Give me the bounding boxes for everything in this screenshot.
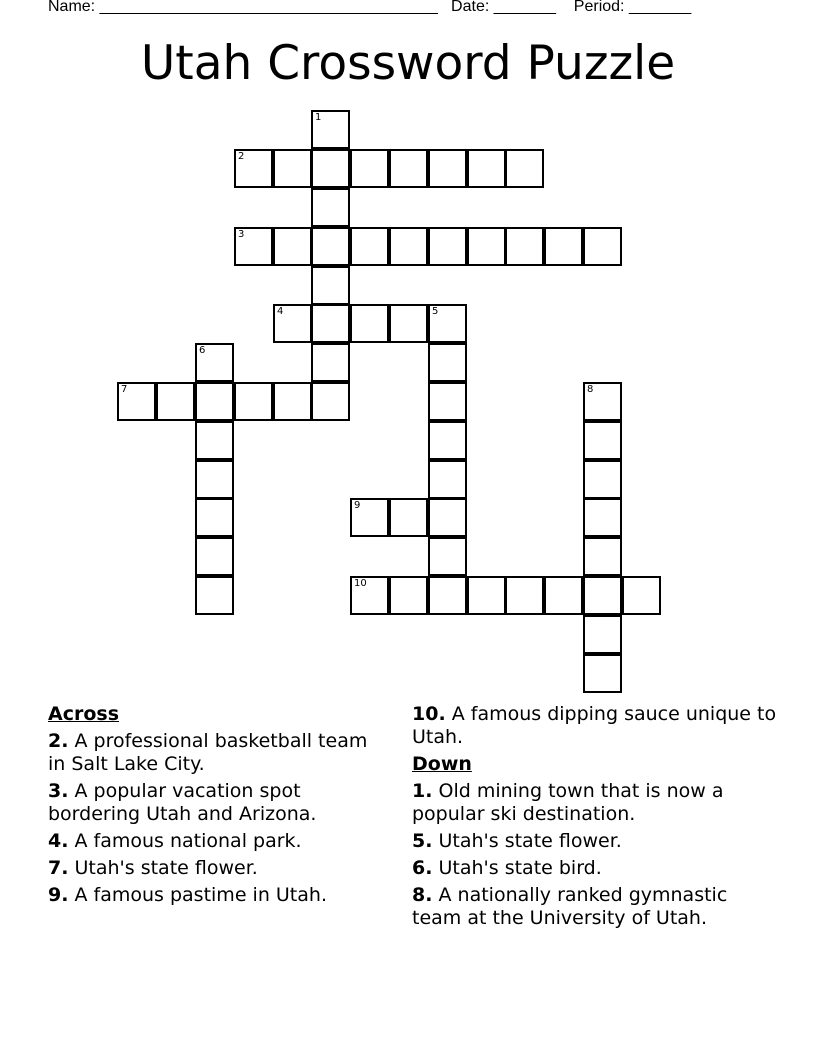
clue-text: A famous national park. — [68, 830, 302, 852]
grid-cell[interactable] — [389, 149, 428, 188]
grid-cell[interactable] — [583, 498, 622, 537]
grid-cell[interactable] — [273, 149, 312, 188]
clue-number: 6. — [412, 857, 433, 879]
clue-text: A famous dipping sauce unique to Utah. — [412, 703, 777, 748]
grid-cell[interactable] — [505, 576, 544, 615]
grid-cell[interactable] — [311, 343, 350, 382]
grid-cell[interactable] — [428, 382, 467, 421]
grid-cell[interactable] — [156, 382, 195, 421]
grid-cell[interactable] — [350, 149, 389, 188]
clue-number-label: 9 — [354, 500, 361, 511]
grid-cell[interactable] — [195, 498, 234, 537]
grid-cell[interactable] — [234, 382, 273, 421]
grid-cell[interactable] — [428, 304, 467, 343]
grid-cell[interactable] — [467, 227, 506, 266]
grid-cell[interactable] — [583, 537, 622, 576]
page-title: Utah Crossword Puzzle — [140, 36, 676, 91]
grid-cell[interactable] — [195, 382, 234, 421]
clue-text: A popular vacation spot bordering Utah and Arizona. — [48, 780, 317, 825]
clue-number: 4. — [48, 830, 69, 852]
grid-cell[interactable] — [428, 421, 467, 460]
grid-cell[interactable] — [311, 304, 350, 343]
clue-text: A famous pastime in Utah. — [68, 884, 327, 906]
clue-number-label: 2 — [238, 151, 245, 162]
grid-cell[interactable] — [195, 576, 234, 615]
grid-cell[interactable] — [583, 576, 622, 615]
grid-cell[interactable] — [428, 149, 467, 188]
clue-number: 9. — [48, 884, 69, 906]
grid-cell[interactable] — [273, 304, 312, 343]
grid-cell[interactable] — [428, 460, 467, 499]
clue-number: 8. — [412, 884, 433, 906]
grid-cell[interactable] — [273, 227, 312, 266]
clue-number-label: 4 — [277, 306, 284, 317]
grid-cell[interactable] — [389, 576, 428, 615]
grid-cell[interactable] — [583, 421, 622, 460]
grid-cell[interactable] — [311, 149, 350, 188]
clue-number-label: 1 — [315, 112, 322, 123]
grid-cell[interactable] — [428, 227, 467, 266]
grid-cell[interactable] — [467, 149, 506, 188]
grid-cell[interactable] — [505, 149, 544, 188]
clue-number: 2. — [48, 730, 69, 752]
clues-right-column — [412, 703, 782, 934]
grid-cell[interactable] — [467, 576, 506, 615]
clue-text: Utah's state bird. — [432, 857, 602, 879]
grid-cell[interactable] — [544, 227, 583, 266]
grid-cell[interactable] — [195, 460, 234, 499]
grid-cell[interactable] — [389, 498, 428, 537]
across-clue-7 — [48, 857, 388, 880]
across-clue-4 — [48, 830, 388, 853]
worksheet-header: Name: ______________________________________ Date: _______ Period: _______ — [48, 0, 692, 15]
across-clue-3 — [48, 780, 388, 826]
down-clue-1 — [412, 780, 782, 826]
clue-number: 5. — [412, 830, 433, 852]
grid-cell[interactable] — [583, 615, 622, 654]
grid-cell[interactable] — [350, 498, 389, 537]
grid-cell[interactable] — [389, 227, 428, 266]
grid-cell[interactable] — [583, 382, 622, 421]
grid-cell[interactable] — [389, 304, 428, 343]
clue-text: A nationally ranked gymnastic team at the University of Utah. — [412, 884, 728, 929]
grid-cell[interactable] — [350, 227, 389, 266]
grid-cell[interactable] — [428, 343, 467, 382]
clue-text: Utah's state flower. — [432, 830, 622, 852]
grid-cell[interactable] — [195, 537, 234, 576]
clue-text: Old mining town that is now a popular ski destination. — [412, 780, 724, 825]
grid-cell[interactable] — [583, 227, 622, 266]
grid-cell[interactable] — [350, 576, 389, 615]
grid-cell[interactable] — [428, 498, 467, 537]
grid-cell[interactable] — [583, 654, 622, 693]
across-clue-10 — [412, 703, 782, 749]
clue-number-label: 6 — [199, 345, 206, 356]
grid-cell[interactable] — [311, 188, 350, 227]
grid-cell[interactable] — [311, 382, 350, 421]
down-clue-6 — [412, 857, 782, 880]
clue-number-label: 5 — [432, 306, 439, 317]
grid-cell[interactable] — [505, 227, 544, 266]
across-clue-9 — [48, 884, 388, 907]
grid-cell[interactable] — [350, 304, 389, 343]
clue-number: 1. — [412, 780, 433, 802]
grid-cell[interactable] — [195, 343, 234, 382]
clue-text: Utah's state flower. — [68, 857, 258, 879]
across-clue-2 — [48, 730, 388, 776]
clue-number-label: 3 — [238, 229, 245, 240]
grid-cell[interactable] — [544, 576, 583, 615]
grid-cell[interactable] — [311, 266, 350, 305]
grid-cell[interactable] — [583, 460, 622, 499]
across-heading: Across — [48, 703, 120, 725]
down-clue-8 — [412, 884, 782, 930]
clues-left-column — [48, 703, 388, 911]
clue-number-label: 8 — [587, 384, 594, 395]
clue-number-label: 10 — [354, 578, 367, 589]
clue-number: 3. — [48, 780, 69, 802]
grid-cell[interactable] — [195, 421, 234, 460]
grid-cell[interactable] — [234, 227, 273, 266]
clue-number: 7. — [48, 857, 69, 879]
clue-number-label: 7 — [121, 384, 128, 395]
grid-cell[interactable] — [311, 227, 350, 266]
grid-cell[interactable] — [622, 576, 661, 615]
grid-cell[interactable] — [117, 382, 156, 421]
down-heading: Down — [412, 753, 472, 775]
grid-cell[interactable] — [273, 382, 312, 421]
grid-cell[interactable] — [234, 149, 273, 188]
grid-cell[interactable] — [428, 576, 467, 615]
clue-text: A professional basketball team in Salt Lake City. — [48, 730, 368, 775]
grid-cell[interactable] — [428, 537, 467, 576]
down-clue-5 — [412, 830, 782, 853]
grid-cell[interactable] — [311, 110, 350, 149]
clue-number: 10. — [412, 703, 446, 725]
